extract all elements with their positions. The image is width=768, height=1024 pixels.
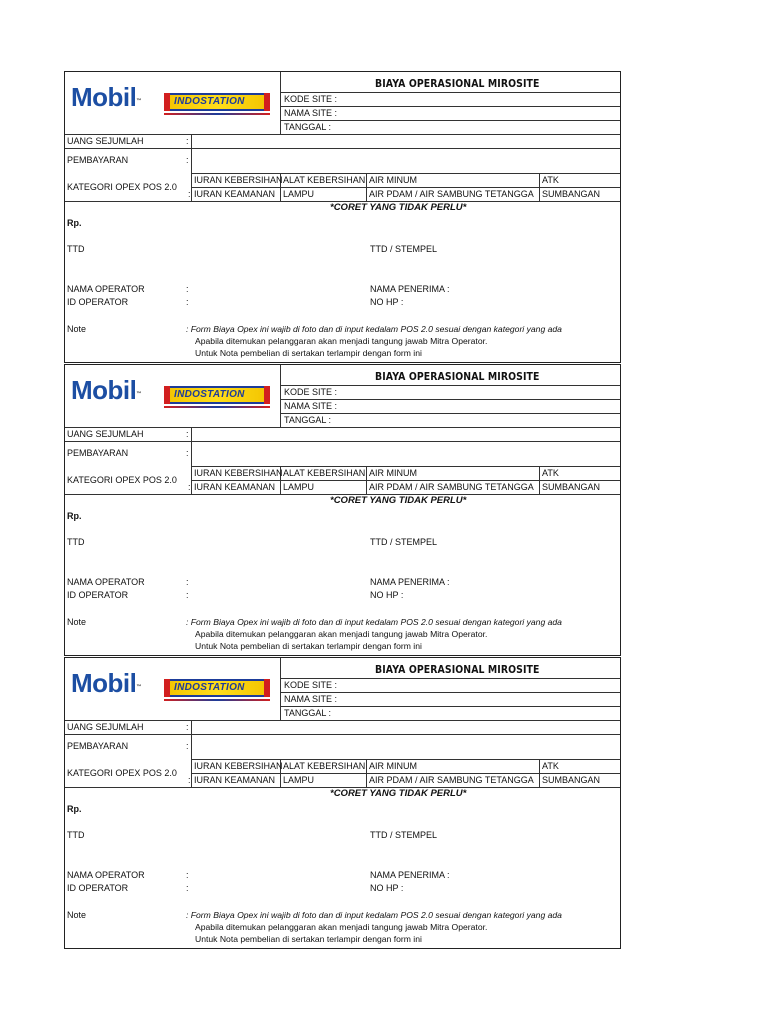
kode-site-label: KODE SITE : bbox=[284, 680, 338, 690]
category-air-pdam: AIR PDAM / AIR SAMBUNG TETANGGA bbox=[369, 189, 534, 199]
pembayaran-label: PEMBAYARAN bbox=[67, 448, 129, 458]
colon: : bbox=[186, 870, 189, 880]
note-line-2: Apabila ditemukan pelanggaran akan menjadi tangung jawab Mitra Operator. bbox=[195, 629, 488, 639]
note-line-1: : Form Biaya Opex ini wajib di foto dan di input kedalam POS 2.0 sesuai dengan kategori yang ada bbox=[186, 324, 562, 334]
nama-operator-label: NAMA OPERATOR bbox=[67, 870, 145, 880]
nama-site-label: NAMA SITE : bbox=[284, 401, 338, 411]
colon: : bbox=[186, 577, 189, 587]
nama-penerima-label: NAMA PENERIMA : bbox=[370, 870, 450, 880]
coret-notice: *CORET YANG TIDAK PERLU* bbox=[330, 788, 467, 799]
ttd-label: TTD bbox=[67, 244, 85, 254]
colon: : bbox=[186, 722, 189, 732]
colon: : bbox=[188, 482, 191, 492]
no-hp-label: NO HP : bbox=[370, 297, 404, 307]
category-air-minum: AIR MINUM bbox=[369, 175, 417, 185]
uang-sejumlah-label: UANG SEJUMLAH bbox=[67, 722, 144, 732]
mobil-logo: Mobil™ bbox=[71, 82, 141, 112]
nama-site-label: NAMA SITE : bbox=[284, 694, 338, 704]
colon: : bbox=[188, 189, 191, 199]
category-sumbangan: SUMBANGAN bbox=[542, 189, 601, 199]
category-alat-kebersihan: ALAT KEBERSIHAN bbox=[283, 175, 366, 185]
form-title: BIAYA OPERASIONAL MIROSITE bbox=[375, 370, 540, 383]
form-title: BIAYA OPERASIONAL MIROSITE bbox=[375, 77, 540, 90]
colon: : bbox=[186, 297, 189, 307]
rp-label: Rp. bbox=[67, 511, 82, 521]
category-atk: ATK bbox=[542, 761, 559, 771]
category-atk: ATK bbox=[542, 175, 559, 185]
note-line-1: : Form Biaya Opex ini wajib di foto dan di input kedalam POS 2.0 sesuai dengan kategori yang ada bbox=[186, 910, 562, 920]
category-iuran-kebersihan: IURAN KEBERSIHAN bbox=[194, 468, 283, 478]
colon: : bbox=[188, 775, 191, 785]
category-iuran-keamanan: IURAN KEAMANAN bbox=[194, 775, 276, 785]
nama-penerima-label: NAMA PENERIMA : bbox=[370, 577, 450, 587]
ttd-stempel-label: TTD / STEMPEL bbox=[370, 830, 438, 840]
rp-label: Rp. bbox=[67, 218, 82, 228]
note-line-3: Untuk Nota pembelian di sertakan terlampir dengan form ini bbox=[195, 934, 422, 944]
kategori-label: KATEGORI OPEX POS 2.0 bbox=[67, 475, 177, 485]
note-line-2: Apabila ditemukan pelanggaran akan menjadi tangung jawab Mitra Operator. bbox=[195, 336, 488, 346]
ttd-label: TTD bbox=[67, 537, 85, 547]
category-air-pdam: AIR PDAM / AIR SAMBUNG TETANGGA bbox=[369, 482, 534, 492]
category-lampu: LAMPU bbox=[283, 775, 315, 785]
category-air-minum: AIR MINUM bbox=[369, 468, 417, 478]
category-iuran-keamanan: IURAN KEAMANAN bbox=[194, 482, 276, 492]
indostation-logo: INDOSTATION bbox=[164, 93, 270, 111]
kode-site-label: KODE SITE : bbox=[284, 387, 338, 397]
pembayaran-label: PEMBAYARAN bbox=[67, 741, 129, 751]
opex-form bbox=[64, 71, 621, 363]
category-air-pdam: AIR PDAM / AIR SAMBUNG TETANGGA bbox=[369, 775, 534, 785]
uang-sejumlah-label: UANG SEJUMLAH bbox=[67, 136, 144, 146]
category-alat-kebersihan: ALAT KEBERSIHAN bbox=[283, 761, 366, 771]
indostation-logo: INDOSTATION bbox=[164, 386, 270, 404]
nama-operator-label: NAMA OPERATOR bbox=[67, 577, 145, 587]
colon: : bbox=[186, 590, 189, 600]
colon: : bbox=[186, 429, 189, 439]
colon: : bbox=[186, 155, 189, 165]
note-line-1: : Form Biaya Opex ini wajib di foto dan di input kedalam POS 2.0 sesuai dengan kategori yang ada bbox=[186, 617, 562, 627]
colon: : bbox=[186, 448, 189, 458]
colon: : bbox=[186, 741, 189, 751]
coret-notice: *CORET YANG TIDAK PERLU* bbox=[330, 202, 467, 213]
note-line-2: Apabila ditemukan pelanggaran akan menjadi tangung jawab Mitra Operator. bbox=[195, 922, 488, 932]
ttd-stempel-label: TTD / STEMPEL bbox=[370, 244, 438, 254]
indostation-logo: INDOSTATION bbox=[164, 679, 270, 697]
kategori-label: KATEGORI OPEX POS 2.0 bbox=[67, 768, 177, 778]
tanggal-label: TANGGAL : bbox=[284, 122, 332, 132]
no-hp-label: NO HP : bbox=[370, 883, 404, 893]
category-iuran-keamanan: IURAN KEAMANAN bbox=[194, 189, 276, 199]
category-iuran-kebersihan: IURAN KEBERSIHAN bbox=[194, 761, 283, 771]
nama-operator-label: NAMA OPERATOR bbox=[67, 284, 145, 294]
colon: : bbox=[186, 284, 189, 294]
form-title: BIAYA OPERASIONAL MIROSITE bbox=[375, 663, 540, 676]
category-lampu: LAMPU bbox=[283, 482, 315, 492]
note-label: Note bbox=[67, 617, 87, 627]
category-lampu: LAMPU bbox=[283, 189, 315, 199]
pembayaran-label: PEMBAYARAN bbox=[67, 155, 129, 165]
ttd-stempel-label: TTD / STEMPEL bbox=[370, 537, 438, 547]
nama-site-label: NAMA SITE : bbox=[284, 108, 338, 118]
nama-penerima-label: NAMA PENERIMA : bbox=[370, 284, 450, 294]
ttd-label: TTD bbox=[67, 830, 85, 840]
kategori-label: KATEGORI OPEX POS 2.0 bbox=[67, 182, 177, 192]
note-label: Note bbox=[67, 910, 87, 920]
note-line-3: Untuk Nota pembelian di sertakan terlampir dengan form ini bbox=[195, 348, 422, 358]
id-operator-label: ID OPERATOR bbox=[67, 883, 129, 893]
logo-stripe bbox=[164, 699, 270, 701]
mobil-logo: Mobil™ bbox=[71, 375, 141, 405]
note-line-3: Untuk Nota pembelian di sertakan terlampir dengan form ini bbox=[195, 641, 422, 651]
opex-form bbox=[64, 657, 621, 949]
kode-site-label: KODE SITE : bbox=[284, 94, 338, 104]
category-sumbangan: SUMBANGAN bbox=[542, 482, 601, 492]
category-alat-kebersihan: ALAT KEBERSIHAN bbox=[283, 468, 366, 478]
id-operator-label: ID OPERATOR bbox=[67, 590, 129, 600]
category-atk: ATK bbox=[542, 468, 559, 478]
id-operator-label: ID OPERATOR bbox=[67, 297, 129, 307]
colon: : bbox=[186, 883, 189, 893]
rp-label: Rp. bbox=[67, 804, 82, 814]
coret-notice: *CORET YANG TIDAK PERLU* bbox=[330, 495, 467, 506]
tanggal-label: TANGGAL : bbox=[284, 708, 332, 718]
opex-form bbox=[64, 364, 621, 656]
category-sumbangan: SUMBANGAN bbox=[542, 775, 601, 785]
note-label: Note bbox=[67, 324, 87, 334]
logo-stripe bbox=[164, 113, 270, 115]
tanggal-label: TANGGAL : bbox=[284, 415, 332, 425]
logo-stripe bbox=[164, 406, 270, 408]
category-iuran-kebersihan: IURAN KEBERSIHAN bbox=[194, 175, 283, 185]
colon: : bbox=[186, 136, 189, 146]
no-hp-label: NO HP : bbox=[370, 590, 404, 600]
mobil-logo: Mobil™ bbox=[71, 668, 141, 698]
category-air-minum: AIR MINUM bbox=[369, 761, 417, 771]
uang-sejumlah-label: UANG SEJUMLAH bbox=[67, 429, 144, 439]
